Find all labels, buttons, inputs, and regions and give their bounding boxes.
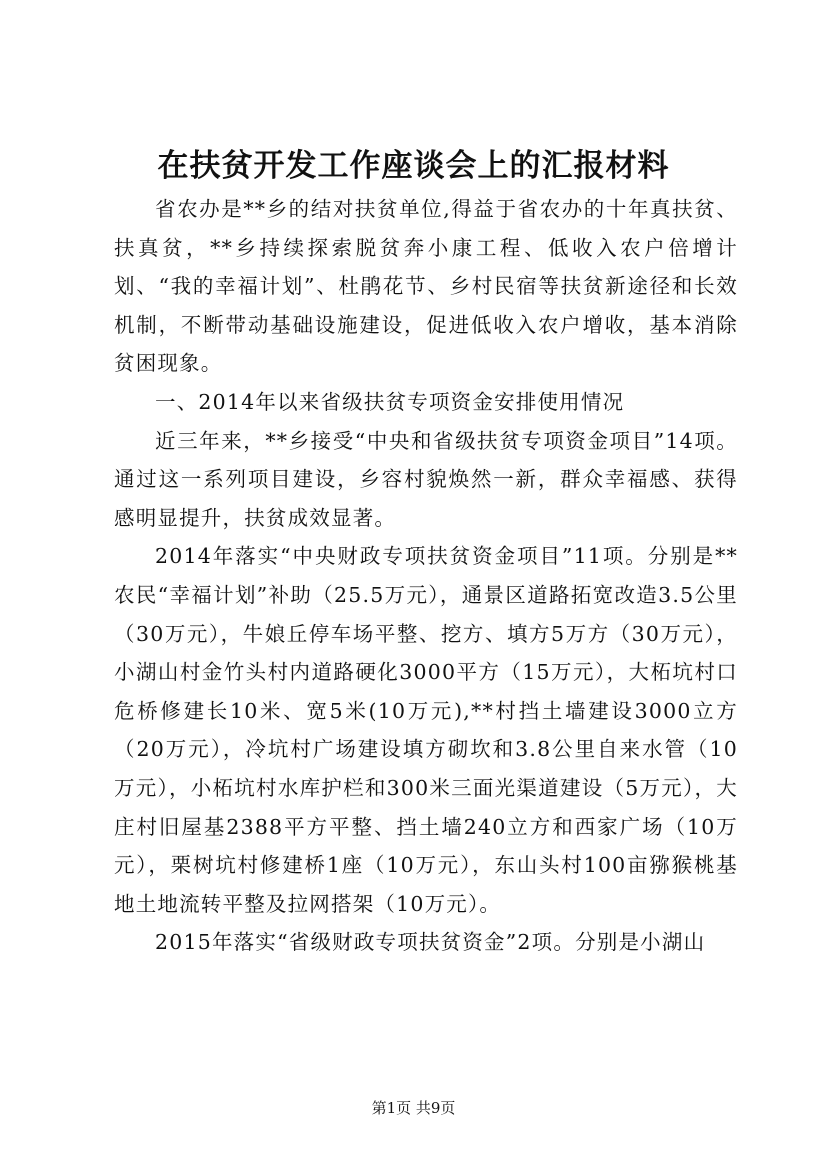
document-title: 在扶贫开发工作座谈会上的汇报材料 [157, 148, 670, 184]
paragraph-overview: 近三年来，**乡接受“中央和省级扶贫专项资金项目”14项。通过这一系列项目建设，乡容村貌焕然一新，群众幸福感、获得感明显提升，扶贫成效显著。 [114, 428, 738, 530]
page-footer: 第1页 共9页 [371, 1099, 456, 1117]
document-body [114, 190, 738, 962]
paragraph-2015-projects: 2015年落实“省级财政专项扶贫资金”2项。分别是小湖山 [155, 930, 706, 955]
paragraph-2014-projects: 2014年落实“中央财政专项扶贫资金项目”11项。分别是**农民“幸福计划”补助（25.5万元），通景区道路拓宽改造3.5公里（30万元），牛娘丘停车场平整、挖方、填方5万方（30万元），小湖山村金竹头村内道路硬化3000平方（15万元），大柘坑村口危桥修建长10米、宽5米(10万元),**村挡土墙建设3000立方（20万元），冷坑村广场建设填方砌坎和3.8公里自来水管（10万元），小柘坑村水库护栏和300米三面光渠道建设（5万元），大庄村旧屋基2388平方平整、挡土墙240立方和西家广场（10万元），栗树坑村修建桥1座（10万元），东山头村100亩猕猴桃基地土地流转平整及拉网搭架（10万元）。 [114, 544, 738, 916]
paragraph-intro: 省农办是**乡的结对扶贫单位,得益于省农办的十年真扶贫、扶真贫，**乡持续探索脱贫奔小康工程、低收入农户倍增计划、“我的幸福计划”、杜鹃花节、乡村民宿等扶贫新途径和长效机制，不断带动基础设施建设，促进低收入农户增收，基本消除贫困现象。 [114, 197, 738, 376]
section-heading-1: 一、2014年以来省级扶贫专项资金安排使用情况 [155, 389, 625, 414]
